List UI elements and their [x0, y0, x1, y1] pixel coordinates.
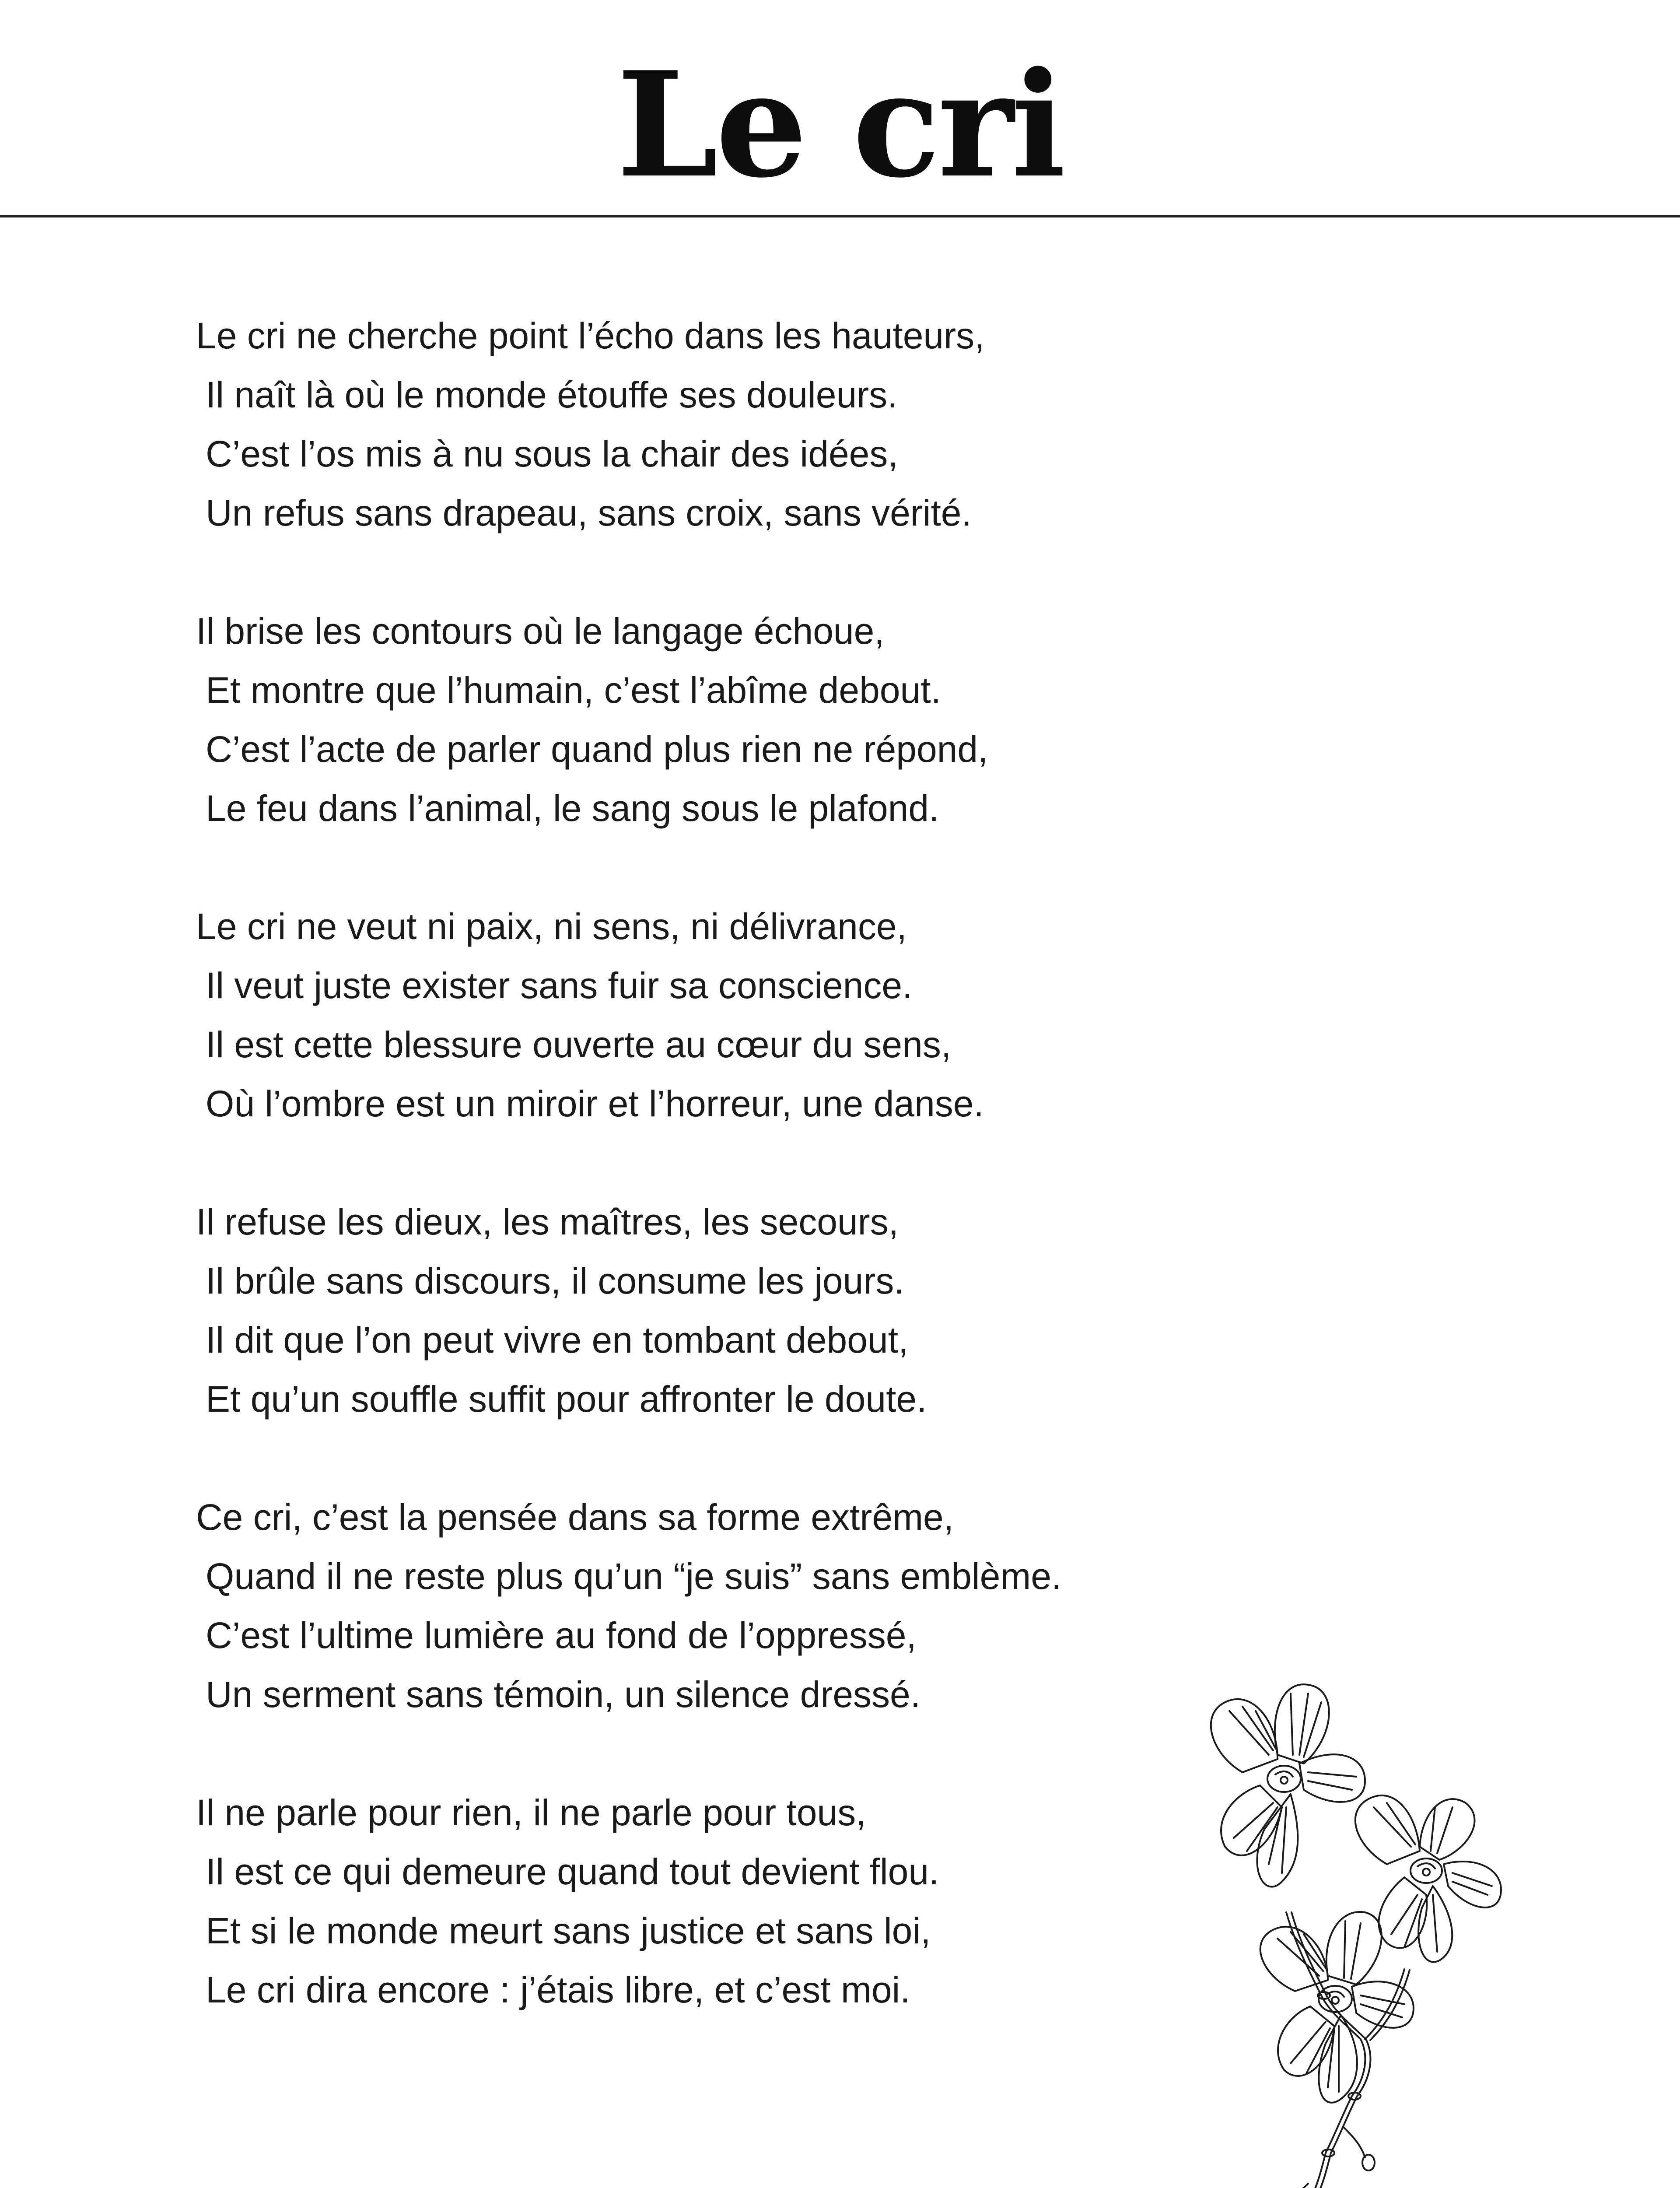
- poem-line: Il naît là où le monde étouffe ses douleurs.: [206, 374, 898, 415]
- poem-line: Le cri ne veut ni paix, ni sens, ni délivrance,: [196, 906, 907, 947]
- poem-line: Un refus sans drapeau, sans croix, sans vérité.: [206, 492, 972, 533]
- poem-line: Le feu dans l’animal, le sang sous le plafond.: [206, 788, 939, 829]
- poem-line: Et montre que l’humain, c’est l’abîme debout.: [206, 670, 941, 711]
- poem-line: C’est l’acte de parler quand plus rien ne répond,: [206, 729, 988, 770]
- orchid-branch-icon: [1177, 1663, 1518, 2188]
- poem-line: Un serment sans témoin, un silence dressé.: [206, 1674, 921, 1715]
- poem-line: Le cri dira encore : j’étais libre, et c’est moi.: [206, 1969, 910, 2010]
- poem-line: Il ne parle pour rien, il ne parle pour tous,: [196, 1792, 866, 1833]
- poem-line: Où l’ombre est un miroir et l’horreur, une danse.: [206, 1083, 984, 1124]
- stanza-3: [196, 897, 1377, 1133]
- poem-line: Il est cette blessure ouverte au cœur du sens,: [206, 1024, 952, 1065]
- poem-line: Et si le monde meurt sans justice et sans loi,: [206, 1910, 931, 1951]
- poem-line: Il est ce qui demeure quand tout devient flou.: [206, 1851, 939, 1892]
- poem-line: Il brûle sans discours, il consume les jours.: [206, 1260, 904, 1301]
- page-title: Le cri: [616, 40, 1064, 210]
- poem-line: Le cri ne cherche point l’écho dans les hauteurs,: [196, 315, 985, 356]
- poem-line: C’est l’ultime lumière au fond de l’oppressé,: [206, 1615, 917, 1656]
- poem-line: Il refuse les dieux, les maîtres, les secours,: [196, 1201, 899, 1242]
- poem-line: Il brise les contours où le langage échoue,: [196, 610, 885, 652]
- poem-line: Il veut juste exister sans fuir sa conscience.: [206, 965, 913, 1006]
- poem-line: Et qu’un souffle suffit pour affronter le doute.: [206, 1378, 927, 1420]
- poem-line: Ce cri, c’est la pensée dans sa forme extrême,: [196, 1497, 954, 1538]
- stanza-4: [196, 1192, 1377, 1429]
- poem-line: C’est l’os mis à nu sous la chair des idées,: [206, 433, 898, 474]
- poem-line: Quand il ne reste plus qu’un “je suis” sans emblème.: [206, 1556, 1062, 1597]
- stanza-2: [196, 602, 1377, 838]
- stanza-1: [196, 306, 1377, 543]
- header-divider: [0, 215, 1680, 217]
- poem-line: Il dit que l’on peut vivre en tombant debout,: [206, 1319, 909, 1360]
